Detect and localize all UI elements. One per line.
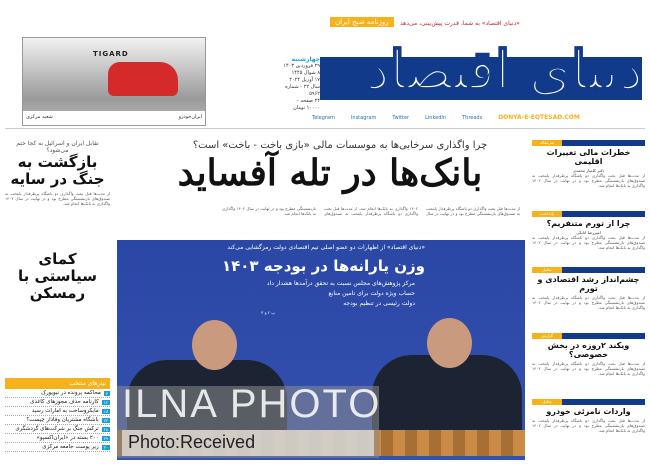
list-item[interactable]: ۲۸ ترکش جنگ بر شرکت‌های گردشگری xyxy=(5,425,110,434)
subheadline: چرا واگذاری سرخابی‌ها به موسسات مالی «بازی باخت - باخت» است؟ xyxy=(192,140,488,151)
main-headline[interactable]: بانک‌ها در تله آفساید xyxy=(177,152,483,194)
watermark-logo: ILNA PHOTO xyxy=(122,382,382,426)
ad-brand: TIGARD xyxy=(93,50,129,58)
date-box xyxy=(283,56,320,112)
list-title: تیترهای منتخب xyxy=(5,378,110,389)
main-article-body: از مدت‌ها قبل بحث واگذاری دو باشگاه پرطرفدار پایتخت به صندوق‌های بازنشستگی مطرح بود و در نهایت در سال ۱۴۰۲ واگذاری به بانک‌ها انجام شد. از مدت‌ها قبل بحث واگذاری دو باشگاه پرطرفدار پایتخت به صندوق‌های بازنشستگی مطرح بود و در نهایت در سال ۱۴۰۲ واگذاری به بانک‌ها انجام شد. xyxy=(222,206,520,216)
ad-footer xyxy=(23,111,205,125)
telegram-link[interactable]: Telegram xyxy=(312,114,335,121)
threads-link[interactable]: Threads xyxy=(462,114,483,121)
author: دکتر کامیار محمدی xyxy=(572,168,605,173)
editorial[interactable]: سرمقاله خطرات مالی تغییرات اقلیمی دکتر کامیار محمدی از مدت‌ها قبل بحث واگذاری دو باشگاه پرطرفدار پایتخت به صندوق‌های بازنشستگی مطرح بود و در نهایت در سال ۱۴۰۲ واگذاری به بانک‌ها انجام شد. xyxy=(532,140,645,188)
face-right xyxy=(427,318,472,368)
slogan: «دنیای اقتصاد» به شما، قدرت پیش‌بینی، می‌دهد xyxy=(400,20,520,27)
website-url[interactable]: DONYA-E-EQTESAD.COM xyxy=(498,114,580,121)
car-image xyxy=(108,62,178,96)
gregorian-date: ۱۷ آوریل ۲۰۲۴ xyxy=(289,77,320,83)
article-title: ویکند ۲روزه در بخش خصوصی؟ xyxy=(547,341,630,359)
left-kicker: تقابل ایران و اسرائیل به کجا ختم می‌شود؟ xyxy=(16,140,99,154)
analysis[interactable]: تحلیل چشم‌انداز رشد اقتصادی و تورم از مدت‌ها قبل بحث واگذاری دو باشگاه پرطرفدار پایتخت به صندوق‌های بازنشستگی مطرح بود و در نهایت در سال ۱۴۰۲ واگذاری به بانک‌ها انجام شد. xyxy=(532,267,645,310)
left-article-1: از مدت‌ها قبل بحث واگذاری دو باشگاه پرطرفدار پایتخت به صندوق‌های بازنشستگی مطرح بود و در نهایت در سال ۱۴۰۲ واگذاری به بانک‌ها انجام شد. xyxy=(5,191,110,206)
weekday: چهارشنبه xyxy=(291,56,320,63)
newspaper-logo: دنیای اقتصاد xyxy=(365,38,643,102)
list-item[interactable]: ۲۹ ۲۰۰ بسته در «ایران‌اکسپو» xyxy=(5,434,110,443)
issue-number: سال ۲۲ - شماره ۵۹۶۲ xyxy=(285,84,320,97)
article-title: چرا از تورم متنفریم؟ xyxy=(546,219,631,228)
bullet: مرکز پژوهش‌های مجلس نسبت به تحقق درآمدها هشدار داد xyxy=(266,280,415,287)
author: امیررضا اتابکی xyxy=(576,230,601,235)
ad-footer-right: ایران‌خودرو xyxy=(178,114,202,120)
left-column xyxy=(5,140,110,302)
left-headline-2[interactable]: کمای سیاستی با رمسکن xyxy=(17,250,98,302)
twitter-link[interactable]: Twitter xyxy=(392,114,410,121)
list-item[interactable]: ۲۳ باشگاه مشتریان وفادار چیست؟ xyxy=(5,416,110,425)
social-links xyxy=(312,114,642,121)
list-item[interactable]: ۳۰ زیر پوست جامعه مرکزی xyxy=(5,443,110,452)
photo-title: وزن یارانه‌ها در بودجه ۱۴۰۳ xyxy=(221,257,425,275)
tagline: روزنامه صبح ایران xyxy=(330,17,394,27)
analysis-2[interactable]: تحلیل واردات نامرئی خودرو از مدت‌ها قبل بحث واگذاری دو باشگاه پرطرفدار پایتخت به صندوق‌های بازنشستگی مطرح بود و در نهایت در سال ۱۴۰۲ واگذاری به بانک‌ها انجام شد. xyxy=(532,399,645,433)
price: ۲۴ صفحه - ۱۰۰۰۰ تومان xyxy=(293,98,320,111)
list-item[interactable]: ۴ محاکمه پرونده‌ در نیویورک xyxy=(5,389,110,398)
page-ref: پ ۲ و ۳ xyxy=(261,310,275,315)
linkedin-link[interactable]: LinkedIn xyxy=(425,114,447,121)
lunar-date: ۸ شوال ۱۴۴۵ xyxy=(291,70,320,76)
list-item[interactable]: ۱۷ مایکروساخت به امارات رسید xyxy=(5,407,110,416)
selected-headlines xyxy=(5,378,110,452)
photo-kicker: «دنیای اقتصاد» از اظهارات دو عضو اصلی تیم اقتصادی دولت رمزگشایی می‌کند xyxy=(227,244,425,251)
photo-credit: Photo:Received xyxy=(122,430,374,456)
instagram-link[interactable]: Instagram xyxy=(350,114,377,121)
face-left xyxy=(192,320,237,370)
car-advertisement[interactable] xyxy=(22,37,206,126)
article-title: خطرات مالی تغییرات اقلیمی xyxy=(546,148,631,166)
left-headline-1[interactable]: بازگشت به جنگ در سایه xyxy=(10,153,105,188)
article-title: واردات نامرئی خودرو xyxy=(546,407,631,416)
bullet: دولت رئیسی در تنظیم بودجه xyxy=(343,300,415,307)
bullet: حساب ویژه دولت برای تامین منابع xyxy=(328,290,415,297)
report[interactable]: گزارش ویکند ۲روزه در بخش خصوصی؟ از مدت‌ها قبل بحث واگذاری دو باشگاه پرطرفدار پایتخت به صندوق‌های بازنشستگی مطرح بود و در نهایت در سال ۱۴۰۲ واگذاری به بانک‌ها انجام شد. xyxy=(532,333,645,376)
divider xyxy=(5,128,645,129)
ad-footer-left: شعبه مرکزی xyxy=(26,114,53,120)
note[interactable]: یادداشت چرا از تورم متنفریم؟ امیررضا اتابکی از مدت‌ها قبل بحث واگذاری دو باشگاه پرطرفدار پایتخت به صندوق‌های بازنشستگی مطرح بود و در نهایت در سال ۱۴۰۲ واگذاری به بانک‌ها انجام شد. xyxy=(532,211,645,250)
solar-date: ۲۹ فروردین ۱۴۰۳ xyxy=(283,63,320,69)
list-item[interactable]: ۱۲ کارنامه حذف مجوزهای کاغذی xyxy=(5,398,110,407)
article-title: چشم‌انداز رشد اقتصادی و تورم xyxy=(537,275,640,293)
right-column xyxy=(532,140,645,452)
